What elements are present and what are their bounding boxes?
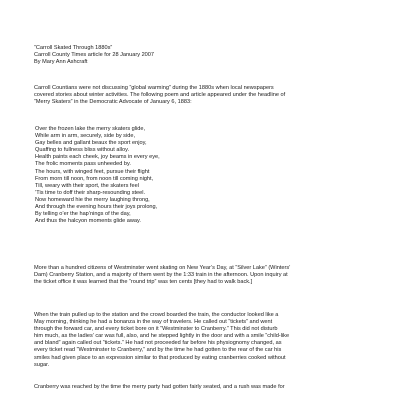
article-source: Carroll County Times article for 28 January 2007 — [34, 52, 155, 59]
poem-line: ’Tis time to doff their sharp-resounding steel. — [35, 189, 146, 196]
article-header — [34, 45, 374, 66]
poem-line: Over the frozen lake the merry skaters glide, — [35, 126, 146, 132]
poem-line: Gay belles and gallant beaux the sport enjoy, — [35, 140, 147, 147]
poem-line: Till, weary with their sport, the skaters feel — [35, 182, 139, 189]
paragraph-line: sugar. — [34, 361, 50, 368]
paragraph-line: Cranberry was reached by the time the merry party had gotten fairly seated, and a rush was made for — [34, 384, 285, 390]
body-paragraph-2 — [34, 312, 374, 369]
poem — [35, 126, 375, 225]
intro-line: covered stories about winter activities. The following poem and article appeared under the headline of — [34, 92, 286, 99]
paragraph-line: through the forward car, and every ticket bore on it “Westminster to Cranberry.” This did not disturb — [34, 326, 278, 333]
poem-line: From morn till noon, from noon till coming night, — [35, 175, 154, 182]
poem-line: While arm in arm, securely, side by side, — [35, 133, 135, 140]
paragraph-line: the ticket office it was learned that the “round trip” was ten cents [they had to walk back.] — [34, 279, 253, 286]
poem-line: And thus the halcyon moments glide away. — [35, 218, 141, 225]
intro-line: “Merry Skaters” in the Democratic Advocate of January 6, 1883: — [34, 99, 192, 106]
body-paragraph-3 — [34, 384, 374, 391]
poem-line: The frolic moments pass unheeded by. — [35, 161, 131, 168]
paragraph-line: and bland” again called out “tickets.” He had not proceeded far before his physiognomy changed, as — [34, 340, 282, 347]
poem-line: Now homeward hie the merry laughing throng, — [35, 196, 150, 203]
poem-line: By telling o’er the hap’nings of the day, — [35, 211, 131, 218]
paragraph-line: May morning, thinking he had a bonanza in the way of travelers. He called out “tickets” and went — [34, 319, 273, 326]
article-title: “Carroll Skated Through 1880s” — [34, 45, 113, 51]
paragraph-line: every ticket read “Westminster to Cranberry,” and by the time he had gotten to the rear of the car his — [34, 347, 282, 354]
paragraph-line: Dam) Cranberry Station, and a majority of them went by the 1:33 train in the afternoon. Upon inquiry at — [34, 272, 288, 279]
poem-line: Health paints each cheek, joy beams in every eye, — [35, 154, 160, 161]
poem-line: Quaffing to fullness bliss without alloy. — [35, 147, 130, 154]
poem-line: The hours, with winged feet, pursue their flight — [35, 168, 150, 175]
paragraph-line: More than a hundred citizens of Westminster went skating on New Year’s Day, at “Silver Lake” (Winters’ — [34, 265, 291, 271]
intro-line: Carroll Countians were not discussing “global warming” during the 1880s when local newspapers — [34, 85, 274, 91]
intro-paragraph — [34, 85, 374, 106]
paragraph-line: When the train pulled up to the station and the crowd boarded the train, the conductor looked like a — [34, 312, 279, 318]
paragraph-line: him much, as the ladies’ car was full, also, and he stepped lightly in the door and with a smile “child-like — [34, 333, 290, 340]
paragraph-line: smiles had given place to an expression similar to that produced by eating cranberries cooked without — [34, 354, 286, 361]
poem-line: And through the evening hours their joys prolong, — [35, 204, 158, 211]
body-paragraph-1 — [34, 265, 374, 286]
article-byline: By Mary Ann Ashcraft — [34, 59, 88, 66]
